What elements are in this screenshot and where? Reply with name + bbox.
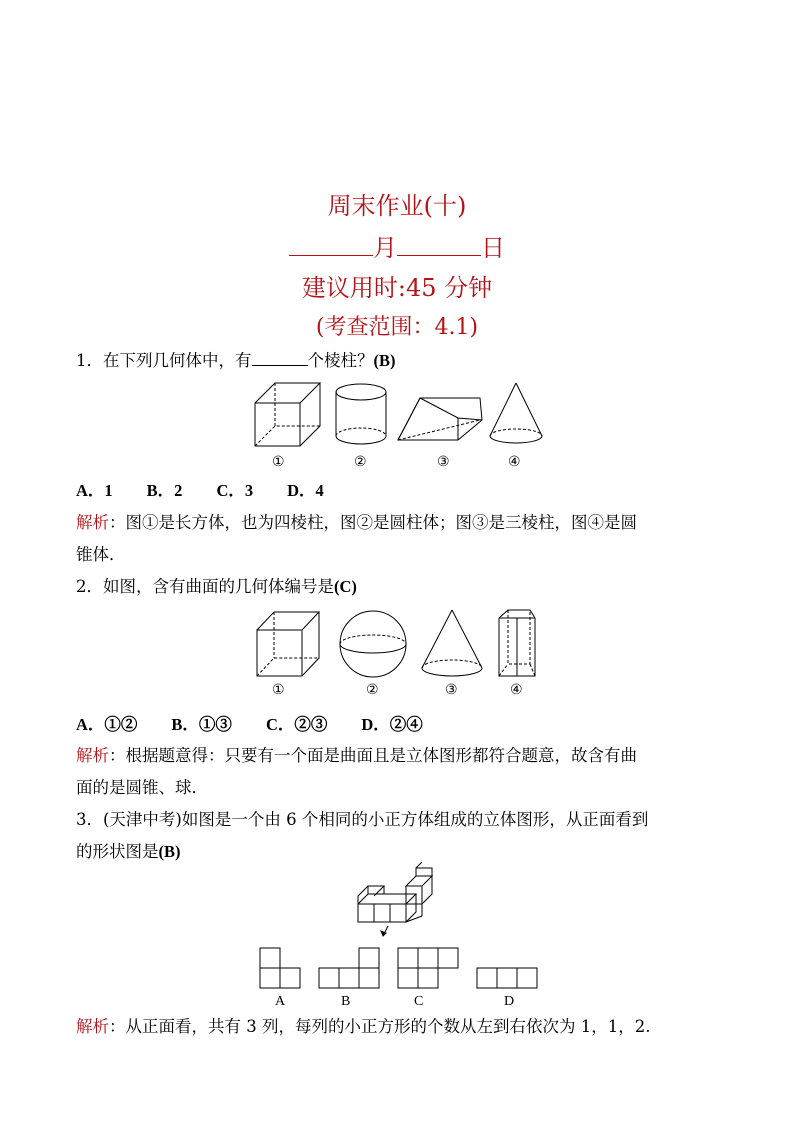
time-suggestion: 建议用时:45 分钟 bbox=[301, 274, 493, 302]
figure-label: ③ bbox=[437, 455, 450, 470]
question-3-analysis: 解析：从正面看，共有 3 列，每列的小正方形的个数从左到右依次为 1，1，2. bbox=[76, 1017, 651, 1036]
day-label: 日 bbox=[481, 234, 505, 262]
question-1-answer: (B) bbox=[373, 351, 396, 370]
figure-label: B bbox=[341, 994, 351, 1009]
figure-label: ① bbox=[272, 455, 285, 470]
question-2-answer: (C) bbox=[334, 577, 357, 596]
question-3-figure bbox=[255, 864, 545, 1009]
page-title: 周末作业(十) bbox=[327, 192, 467, 220]
analysis-label: 解析 bbox=[76, 746, 109, 765]
day-blank bbox=[397, 237, 481, 256]
figure-label: D bbox=[504, 994, 515, 1009]
month-label: 月 bbox=[373, 234, 397, 262]
question-2-figure bbox=[252, 606, 542, 701]
question-3-stem-cont: 的形状图是(B) bbox=[76, 842, 181, 861]
figure-label: ② bbox=[366, 683, 379, 698]
analysis-label: 解析 bbox=[76, 1017, 109, 1036]
question-3-answer: (B) bbox=[158, 842, 181, 861]
option-d: D．②④ bbox=[361, 715, 423, 734]
scope: (考查范围：4.1) bbox=[315, 315, 479, 340]
question-1-options bbox=[76, 480, 726, 502]
figure-label: ② bbox=[354, 455, 367, 470]
question-2-options bbox=[76, 714, 726, 736]
figure-label: ④ bbox=[508, 455, 521, 470]
question-2-analysis-cont: 面的是圆锥、球． bbox=[76, 778, 208, 797]
month-blank bbox=[289, 237, 373, 256]
figure-label: ① bbox=[272, 683, 285, 698]
figure-label: C bbox=[414, 994, 424, 1009]
figure-label: ④ bbox=[510, 683, 523, 698]
option-c: C．3 bbox=[216, 481, 254, 500]
question-1-stem: 1．在下列几何体中，有 个棱柱？(B) bbox=[76, 351, 396, 370]
question-1-analysis: 解析：图①是长方体，也为四棱柱，图②是圆柱体；图③是三棱柱，图④是圆 bbox=[76, 513, 637, 532]
question-3-stem: 3．(天津中考)如图是一个由 6 个相同的小正方体组成的立体图形，从正面看到 bbox=[76, 810, 649, 829]
option-a: A．①② bbox=[76, 715, 138, 734]
option-b: B．2 bbox=[146, 481, 183, 500]
question-2-stem: 2．如图，含有曲面的几何体编号是(C) bbox=[76, 577, 357, 596]
figure-label: ③ bbox=[445, 683, 458, 698]
option-b: B．①③ bbox=[171, 715, 232, 734]
option-a: A．1 bbox=[76, 481, 113, 500]
answer-blank bbox=[252, 351, 308, 366]
analysis-label: 解析 bbox=[76, 513, 109, 532]
option-c: C．②③ bbox=[265, 715, 328, 734]
option-d: D．4 bbox=[287, 481, 324, 500]
date-line bbox=[0, 228, 794, 263]
question-2-analysis: 解析：根据题意得：只要有一个面是曲面且是立体图形都符合题意，故含有曲 bbox=[76, 746, 637, 765]
question-1-figure bbox=[250, 378, 560, 473]
figure-label: A bbox=[275, 994, 286, 1009]
question-1-analysis-cont: 锥体． bbox=[76, 545, 126, 564]
